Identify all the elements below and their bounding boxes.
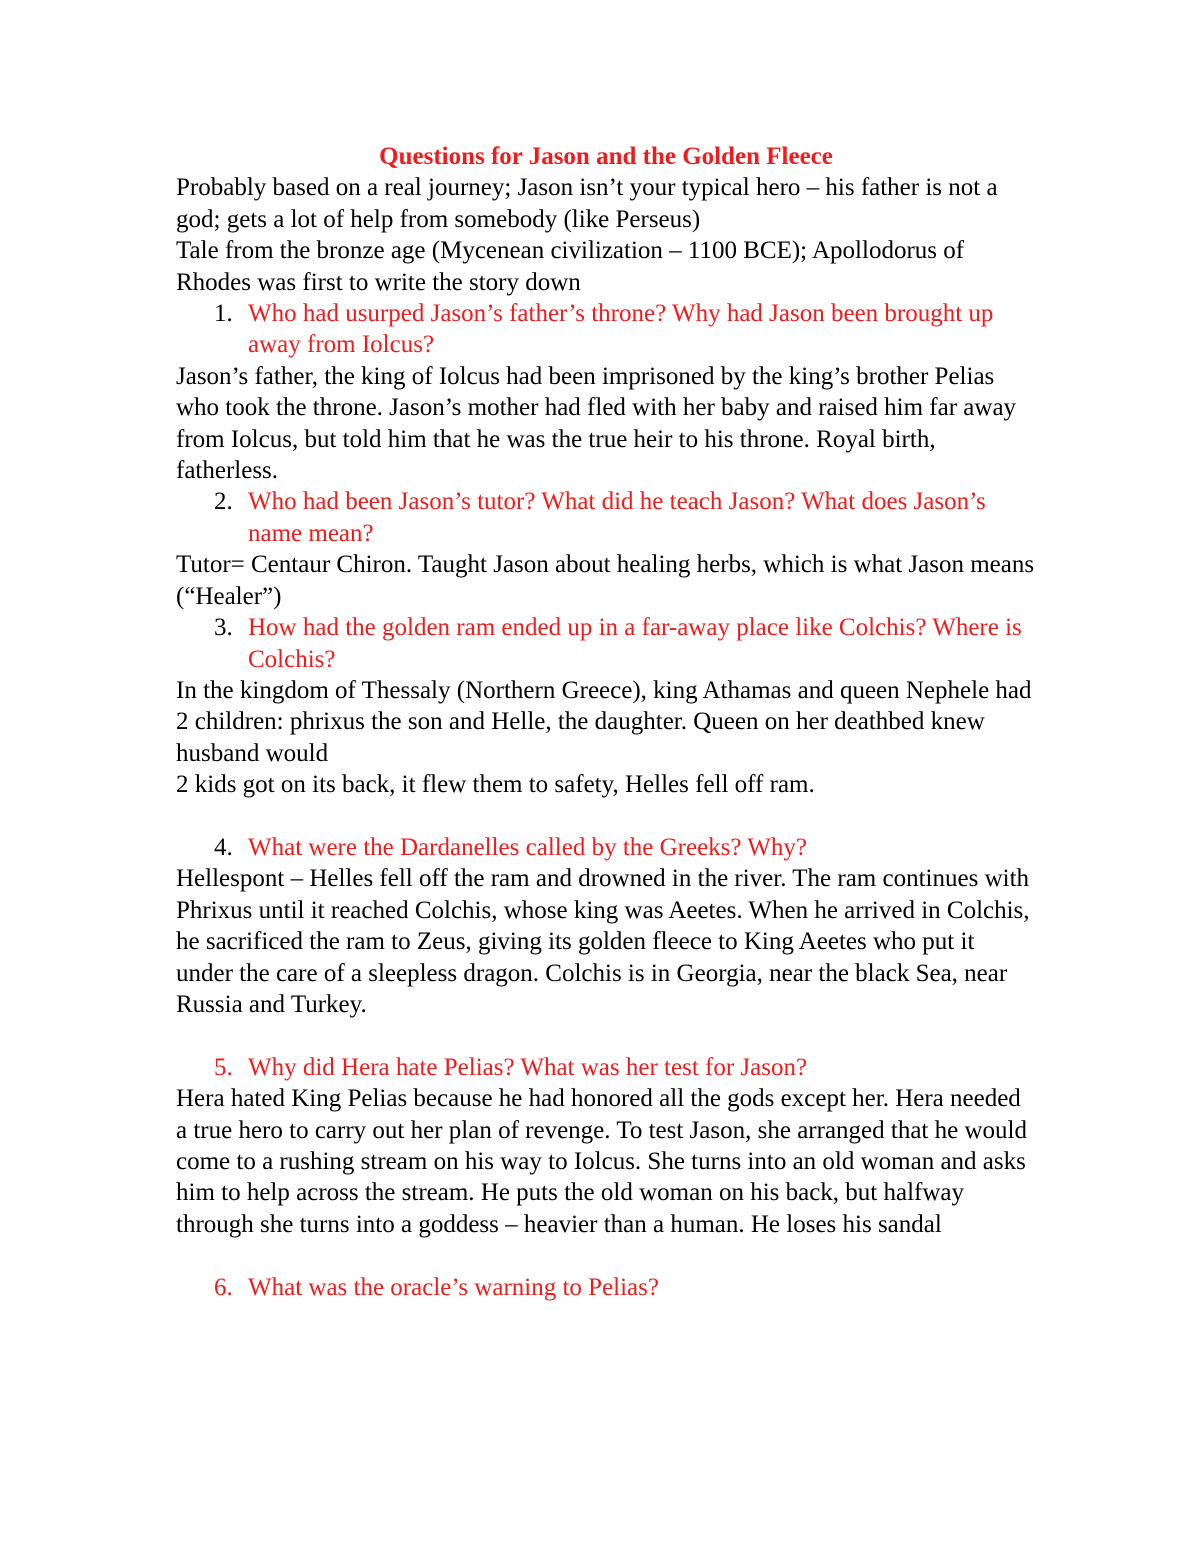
answer-2: Tutor= Centaur Chiron. Taught Jason about healing herbs, which is what Jason means (“Healer”) <box>176 551 1035 610</box>
question-6-text: What was the oracle’s warning to Pelias? <box>248 1273 659 1301</box>
answer-4: Hellespont – Helles fell off the ram and drowned in the river. The ram continues with Phrixus until it reached Colchis, whose king was Aeetes. When he arrived in Colchis, he sacrificed the ram to Zeus, giving its golden fleece to King Aeetes who put it under the care of a sleepless dragon. Colchis is in Georgia, near the black Sea, near Russia and Turkey. <box>176 865 1030 1018</box>
document-title: Questions for Jason and the Golden Fleece <box>379 143 833 170</box>
intro-paragraph-1: Probably based on a real journey; Jason isn’t your typical hero – his father is not a god; gets a lot of help from somebody (like Perseus) <box>176 174 998 233</box>
question-5 <box>176 1052 1036 1083</box>
answer-1: Jason’s father, the king of Iolcus had been imprisoned by the king’s brother Pelias who took the throne. Jason’s mother had fled with her baby and raised him far away from Iolcus, but told him that he was the true heir to his throne. Royal birth, fatherless. <box>176 362 1017 485</box>
question-1-text: Who had usurped Jason’s father’s throne? Why had Jason been brought up away from Iolcus? <box>248 300 994 359</box>
question-1-number: 1. <box>214 300 233 328</box>
document-page <box>176 141 1036 1303</box>
question-2-text: Who had been Jason’s tutor? What did he teach Jason? What does Jason’s name mean? <box>248 488 986 547</box>
question-6-number: 6. <box>214 1273 233 1301</box>
intro-paragraph-2: Tale from the bronze age (Mycenean civilization – 1100 BCE); Apollodorus of Rhodes was first to write the story down <box>176 237 965 296</box>
blank-line <box>176 801 1036 832</box>
blank-line <box>176 1020 1036 1051</box>
question-1 <box>176 298 1036 361</box>
question-4-number: 4. <box>214 833 233 861</box>
question-5-number: 5. <box>214 1053 233 1081</box>
blank-line <box>176 1240 1036 1271</box>
question-4 <box>176 832 1036 863</box>
question-3 <box>176 612 1036 675</box>
answer-5: Hera hated King Pelias because he had honored all the gods except her. Hera needed a true hero to carry out her plan of revenge. To test Jason, she arranged that he would come to a rushing stream on his way to Iolcus. She turns into an old woman and asks him to help across the stream. He puts the old woman on his back, but halfway through she turns into a goddess – heavier than a human. He loses his sandal <box>176 1085 1027 1238</box>
question-5-text: Why did Hera hate Pelias? What was her test for Jason? <box>248 1053 808 1081</box>
answer-3: In the kingdom of Thessaly (Northern Greece), king Athamas and queen Nephele had 2 children: phrixus the son and Helle, the daughter. Queen on her deathbed knew husband would <box>176 676 1032 767</box>
question-4-text: What were the Dardanelles called by the Greeks? Why? <box>248 833 807 861</box>
question-3-text: How had the golden ram ended up in a far-away place like Colchis? Where is Colchis? <box>248 614 1022 673</box>
question-2 <box>176 486 1036 549</box>
question-6 <box>176 1272 1036 1303</box>
question-2-number: 2. <box>214 488 233 516</box>
answer-3-continued: 2 kids got on its back, it flew them to safety, Helles fell off ram. <box>176 771 815 799</box>
question-3-number: 3. <box>214 614 233 642</box>
